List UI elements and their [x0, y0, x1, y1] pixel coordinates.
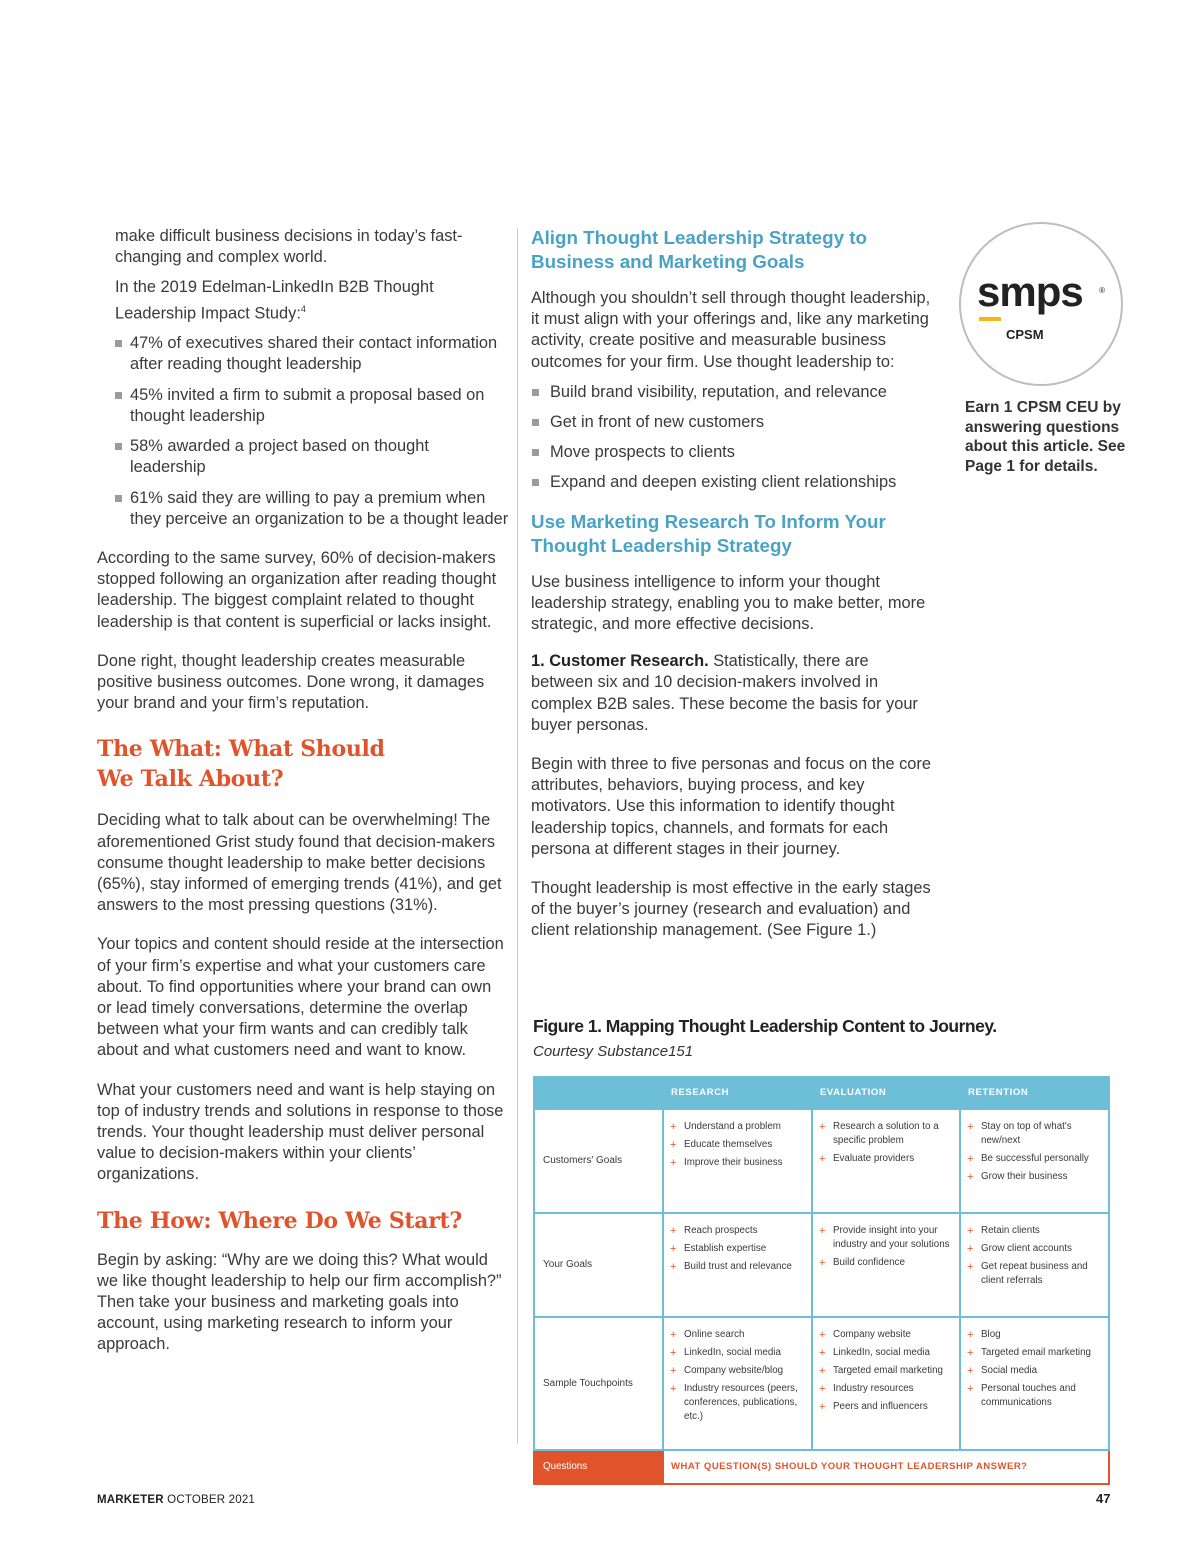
- header-evaluation: EVALUATION: [812, 1077, 960, 1109]
- deciding-paragraph: Deciding what to talk about can be overwhelming! The aforementioned Grist study found that decision-makers consume thought leadership to make better decisions (65%), stay informed of emerging trends (41%), and get answers to the most pressing questions (31%).: [97, 811, 502, 915]
- list-item: + Social media: [967, 1364, 1102, 1378]
- list-item: + Build confidence: [819, 1256, 953, 1270]
- list-item: + LinkedIn, social media: [819, 1346, 953, 1360]
- list-item: + Provide insight into your industry and your solutions: [819, 1224, 953, 1252]
- begin-paragraph: Begin by asking: “Why are we doing this? What would we like thought leadership to help our firm accomplish?” Then take your business and marketing goals into account, using marketing research to inform your approach.: [97, 1250, 502, 1354]
- header-retention: RETENTION: [960, 1077, 1109, 1109]
- figure-caption: [533, 1016, 997, 1062]
- list-item: + Stay on top of what's new/next: [967, 1120, 1102, 1148]
- logo-wordmark: smps: [977, 268, 1083, 315]
- questions-label: Questions: [534, 1450, 663, 1484]
- logo-accent-bar: [979, 317, 1001, 321]
- list-item: + Company website: [819, 1328, 953, 1342]
- list-item: + Blog: [967, 1328, 1102, 1342]
- customer-research-paragraph: 1. Customer Research. Statistically, there are between six and 10 decision-makers involved in complex B2B sales. These become the basis for your buyer personas.: [531, 652, 918, 734]
- table-row: [534, 1213, 1109, 1317]
- although-paragraph: Although you shouldn’t sell through thought leadership, it must align with your offerings and, like any marketing activity, create positive and measurable business outcomes for your firm. Use thought leadership to:: [531, 289, 931, 371]
- list-item: + Get repeat business and client referrals: [967, 1260, 1102, 1288]
- table-corner: [534, 1077, 663, 1109]
- list-item: + Online search: [670, 1328, 805, 1342]
- row-label: Your Goals: [534, 1213, 663, 1317]
- table-cell: [663, 1317, 812, 1450]
- table-cell: [960, 1109, 1109, 1213]
- header-research: RESEARCH: [663, 1077, 812, 1109]
- table-row: [534, 1109, 1109, 1213]
- list-item: + Targeted email marketing: [967, 1346, 1102, 1360]
- list-item: + Educate themselves: [670, 1138, 805, 1152]
- figure-table: [533, 1076, 1110, 1485]
- list-item: + Understand a problem: [670, 1120, 805, 1134]
- table-cell: [960, 1213, 1109, 1317]
- questions-row: [534, 1450, 1109, 1484]
- topics-paragraph: Your topics and content should reside at the intersection of your firm’s expertise and what your customers care about. To find opportunities where your brand can own or lead timely conversations, determine the overlap between what your firm wants and can credibly talk about and what customers need and want to know.: [97, 935, 504, 1060]
- list-item: + Be successful personally: [967, 1152, 1102, 1166]
- list-item: + Retain clients: [967, 1224, 1102, 1238]
- list-item: Build brand visibility, reputation, and relevance: [531, 382, 931, 403]
- column-divider: [517, 228, 518, 1444]
- study-paragraph: In the 2019 Edelman-LinkedIn B2B Thought Leadership Impact Study:$^4$: [115, 278, 434, 323]
- list-item: 45% invited a firm to submit a proposal based on thought leadership: [97, 385, 509, 427]
- list-item: + Reach prospects: [670, 1224, 805, 1238]
- list-item: + Targeted email marketing: [819, 1364, 953, 1378]
- study-bullets: [97, 333, 509, 530]
- align-heading: Align Thought Leadership Strategy to Business and Marketing Goals: [531, 227, 867, 272]
- smps-cpsm-logo: [959, 222, 1123, 386]
- right-column: [958, 222, 1158, 476]
- list-item: + Industry resources (peers, conferences, publications, etc.): [670, 1382, 805, 1424]
- what-heading: The What: What Should We Talk About?: [97, 736, 385, 793]
- table-cell: [960, 1317, 1109, 1450]
- how-heading: The How: Where Do We Start?: [97, 1207, 462, 1234]
- table-cell: [812, 1109, 960, 1213]
- bi-paragraph: Use business intelligence to inform your thought leadership strategy, enabling you to make better, more strategic, and more effective decisions.: [531, 572, 926, 634]
- list-item: 58% awarded a project based on thought leadership: [97, 436, 509, 478]
- list-item: + Peers and influencers: [819, 1400, 953, 1414]
- figure-title: Figure 1. Mapping Thought Leadership Content to Journey.: [533, 1016, 997, 1036]
- research-heading: Use Marketing Research To Inform Your Thought Leadership Strategy: [531, 510, 886, 556]
- table-cell: [812, 1213, 960, 1317]
- list-item: + Build trust and relevance: [670, 1260, 805, 1274]
- footer-magazine: MARKETER: [97, 1494, 164, 1506]
- figure-courtesy: Courtesy Substance151: [533, 1043, 694, 1061]
- list-item: 47% of executives shared their contact information after reading thought leadership: [97, 333, 509, 375]
- list-item: Move prospects to clients: [531, 442, 931, 463]
- list-item: + Grow client accounts: [967, 1242, 1102, 1256]
- list-item: + Personal touches and communications: [967, 1382, 1102, 1410]
- list-item: Expand and deepen existing client relationships: [531, 472, 931, 493]
- row-label: Sample Touchpoints: [534, 1317, 663, 1450]
- list-item: + Company website/blog: [670, 1364, 805, 1378]
- customers-paragraph: What your customers need and want is help staying on top of industry trends and solutions in response to those trends. Your thought leadership must deliver personal value to decision-makers within your clients’ organizations.: [97, 1080, 504, 1184]
- list-item: + Establish expertise: [670, 1242, 805, 1256]
- done-right-paragraph: Done right, thought leadership creates measurable positive business outcomes. Done wrong, it damages your brand and your firm’s reputation.: [97, 651, 485, 713]
- list-item: + Evaluate providers: [819, 1152, 953, 1166]
- intro-paragraph: make difficult business decisions in today’s fast-changing and complex world.: [115, 227, 463, 267]
- questions-text: WHAT QUESTION(S) SHOULD YOUR THOUGHT LEADERSHIP ANSWER?: [663, 1450, 1109, 1484]
- survey-paragraph: According to the same survey, 60% of decision-makers stopped following an organization after reading thought leadership. The biggest complaint related to thought leadership is that content is superficial or lacks insight.: [97, 548, 497, 631]
- logo-registered-mark: ®: [1099, 286, 1105, 295]
- list-item: + Grow their business: [967, 1170, 1102, 1184]
- logo-subtitle: CPSM: [1006, 327, 1044, 342]
- page-number: 47: [1096, 1491, 1111, 1506]
- list-item: + Industry resources: [819, 1382, 953, 1396]
- table-cell: [812, 1317, 960, 1450]
- list-item: + Research a solution to a specific problem: [819, 1120, 953, 1148]
- table-cell: [663, 1109, 812, 1213]
- footer-publication: [97, 1494, 255, 1506]
- list-item: 61% said they are willing to pay a premium when they perceive an organization to be a thought leader: [97, 488, 509, 530]
- personas-paragraph: Begin with three to five personas and focus on the core attributes, behaviors, buying process, and key motivators. Use this information to identify thought leadership topics, channels, and formats for each persona at different stages in their journey.: [531, 755, 931, 858]
- table-cell: [663, 1213, 812, 1317]
- middle-column: [531, 226, 931, 942]
- effective-paragraph: Thought leadership is most effective in the early stages of the buyer’s journey (research and evaluation) and client relationship management. (See Figure 1.): [531, 879, 931, 940]
- list-item: + LinkedIn, social media: [670, 1346, 805, 1360]
- table-row: [534, 1317, 1109, 1450]
- list-item: Get in front of new customers: [531, 412, 931, 433]
- use-bullets: [531, 382, 931, 494]
- ceu-callout: Earn 1 CPSM CEU by answering questions about this article. See Page 1 for details.: [965, 399, 1126, 475]
- row-label: Customers' Goals: [534, 1109, 663, 1213]
- list-item: + Improve their business: [670, 1156, 805, 1170]
- left-column: [97, 226, 509, 1356]
- footer-issue: OCTOBER 2021: [167, 1494, 256, 1506]
